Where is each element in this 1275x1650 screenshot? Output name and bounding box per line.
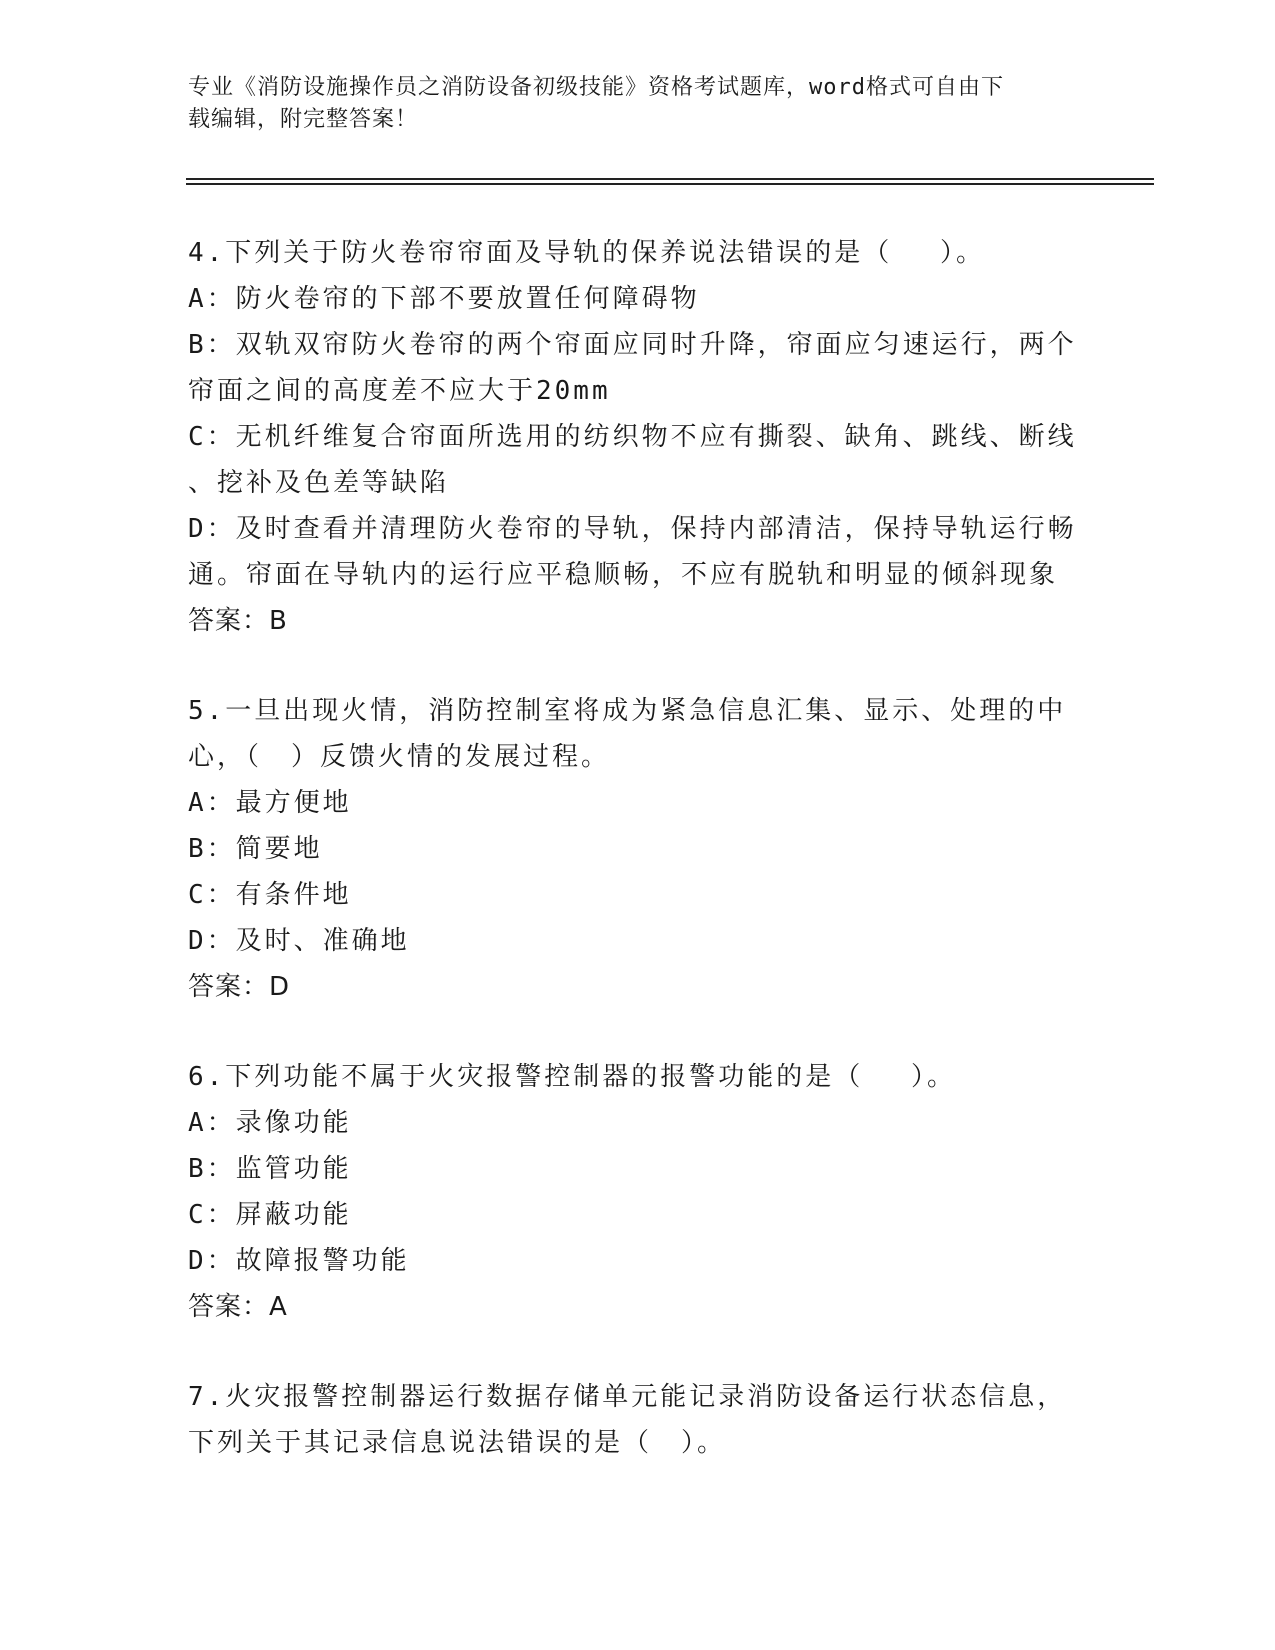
header-line-2: 载编辑，附完整答案！ — [188, 107, 419, 132]
question-7 — [188, 1374, 1088, 1466]
question-gap — [188, 644, 1088, 688]
option-a: A：防火卷帘的下部不要放置任何障碍物 — [188, 284, 700, 314]
option-c-continued: 、挖补及色差等缺陷 — [188, 468, 450, 498]
document-header — [188, 72, 1078, 136]
option-b: B：双轨双帘防火卷帘的两个帘面应同时升降，帘面应匀速运行，两个 — [188, 330, 1077, 360]
question-6 — [188, 1054, 1088, 1330]
question-gap — [188, 1010, 1088, 1054]
question-stem: 7.火灾报警控制器运行数据存储单元能记录消防设备运行状态信息， — [188, 1382, 1067, 1412]
option-c: C：屏蔽功能 — [188, 1200, 352, 1230]
option-a: A：录像功能 — [188, 1108, 352, 1138]
question-list — [188, 230, 1088, 1466]
option-d: D：及时查看并清理防火卷帘的导轨，保持内部清洁，保持导轨运行畅 — [188, 514, 1077, 544]
question-4 — [188, 230, 1088, 644]
option-b: B：简要地 — [188, 834, 323, 864]
header-line-1: 专业《消防设施操作员之消防设备初级技能》资格考试题库，word格式可自由下 — [188, 75, 1004, 100]
question-stem-continued: 心，（ ）反馈火情的发展过程。 — [188, 742, 611, 772]
option-d: D：及时、准确地 — [188, 926, 410, 956]
option-c: C：有条件地 — [188, 880, 352, 910]
question-stem: 6.下列功能不属于火灾报警控制器的报警功能的是（ ）。 — [188, 1062, 956, 1092]
header-divider-bottom — [186, 183, 1154, 185]
question-5 — [188, 688, 1088, 1010]
answer-label: 答案：B — [188, 606, 288, 636]
option-a: A：最方便地 — [188, 788, 352, 818]
answer-label: 答案：A — [188, 1292, 288, 1322]
option-c: C：无机纤维复合帘面所选用的纺织物不应有撕裂、缺角、跳线、断线 — [188, 422, 1077, 452]
answer-label: 答案：D — [188, 972, 291, 1002]
question-stem: 5.一旦出现火情，消防控制室将成为紧急信息汇集、显示、处理的中 — [188, 696, 1067, 726]
question-stem-continued: 下列关于其记录信息说法错误的是（ ）。 — [188, 1428, 727, 1458]
option-d-continued: 通。帘面在导轨内的运行应平稳顺畅，不应有脱轨和明显的倾斜现象 — [188, 560, 1059, 590]
question-gap — [188, 1330, 1088, 1374]
question-stem: 4.下列关于防火卷帘帘面及导轨的保养说法错误的是（ ）。 — [188, 238, 985, 268]
option-b-continued: 帘面之间的高度差不应大于20mm — [188, 376, 611, 406]
option-b: B：监管功能 — [188, 1154, 352, 1184]
option-d: D：故障报警功能 — [188, 1246, 410, 1276]
header-divider-top — [186, 178, 1154, 180]
